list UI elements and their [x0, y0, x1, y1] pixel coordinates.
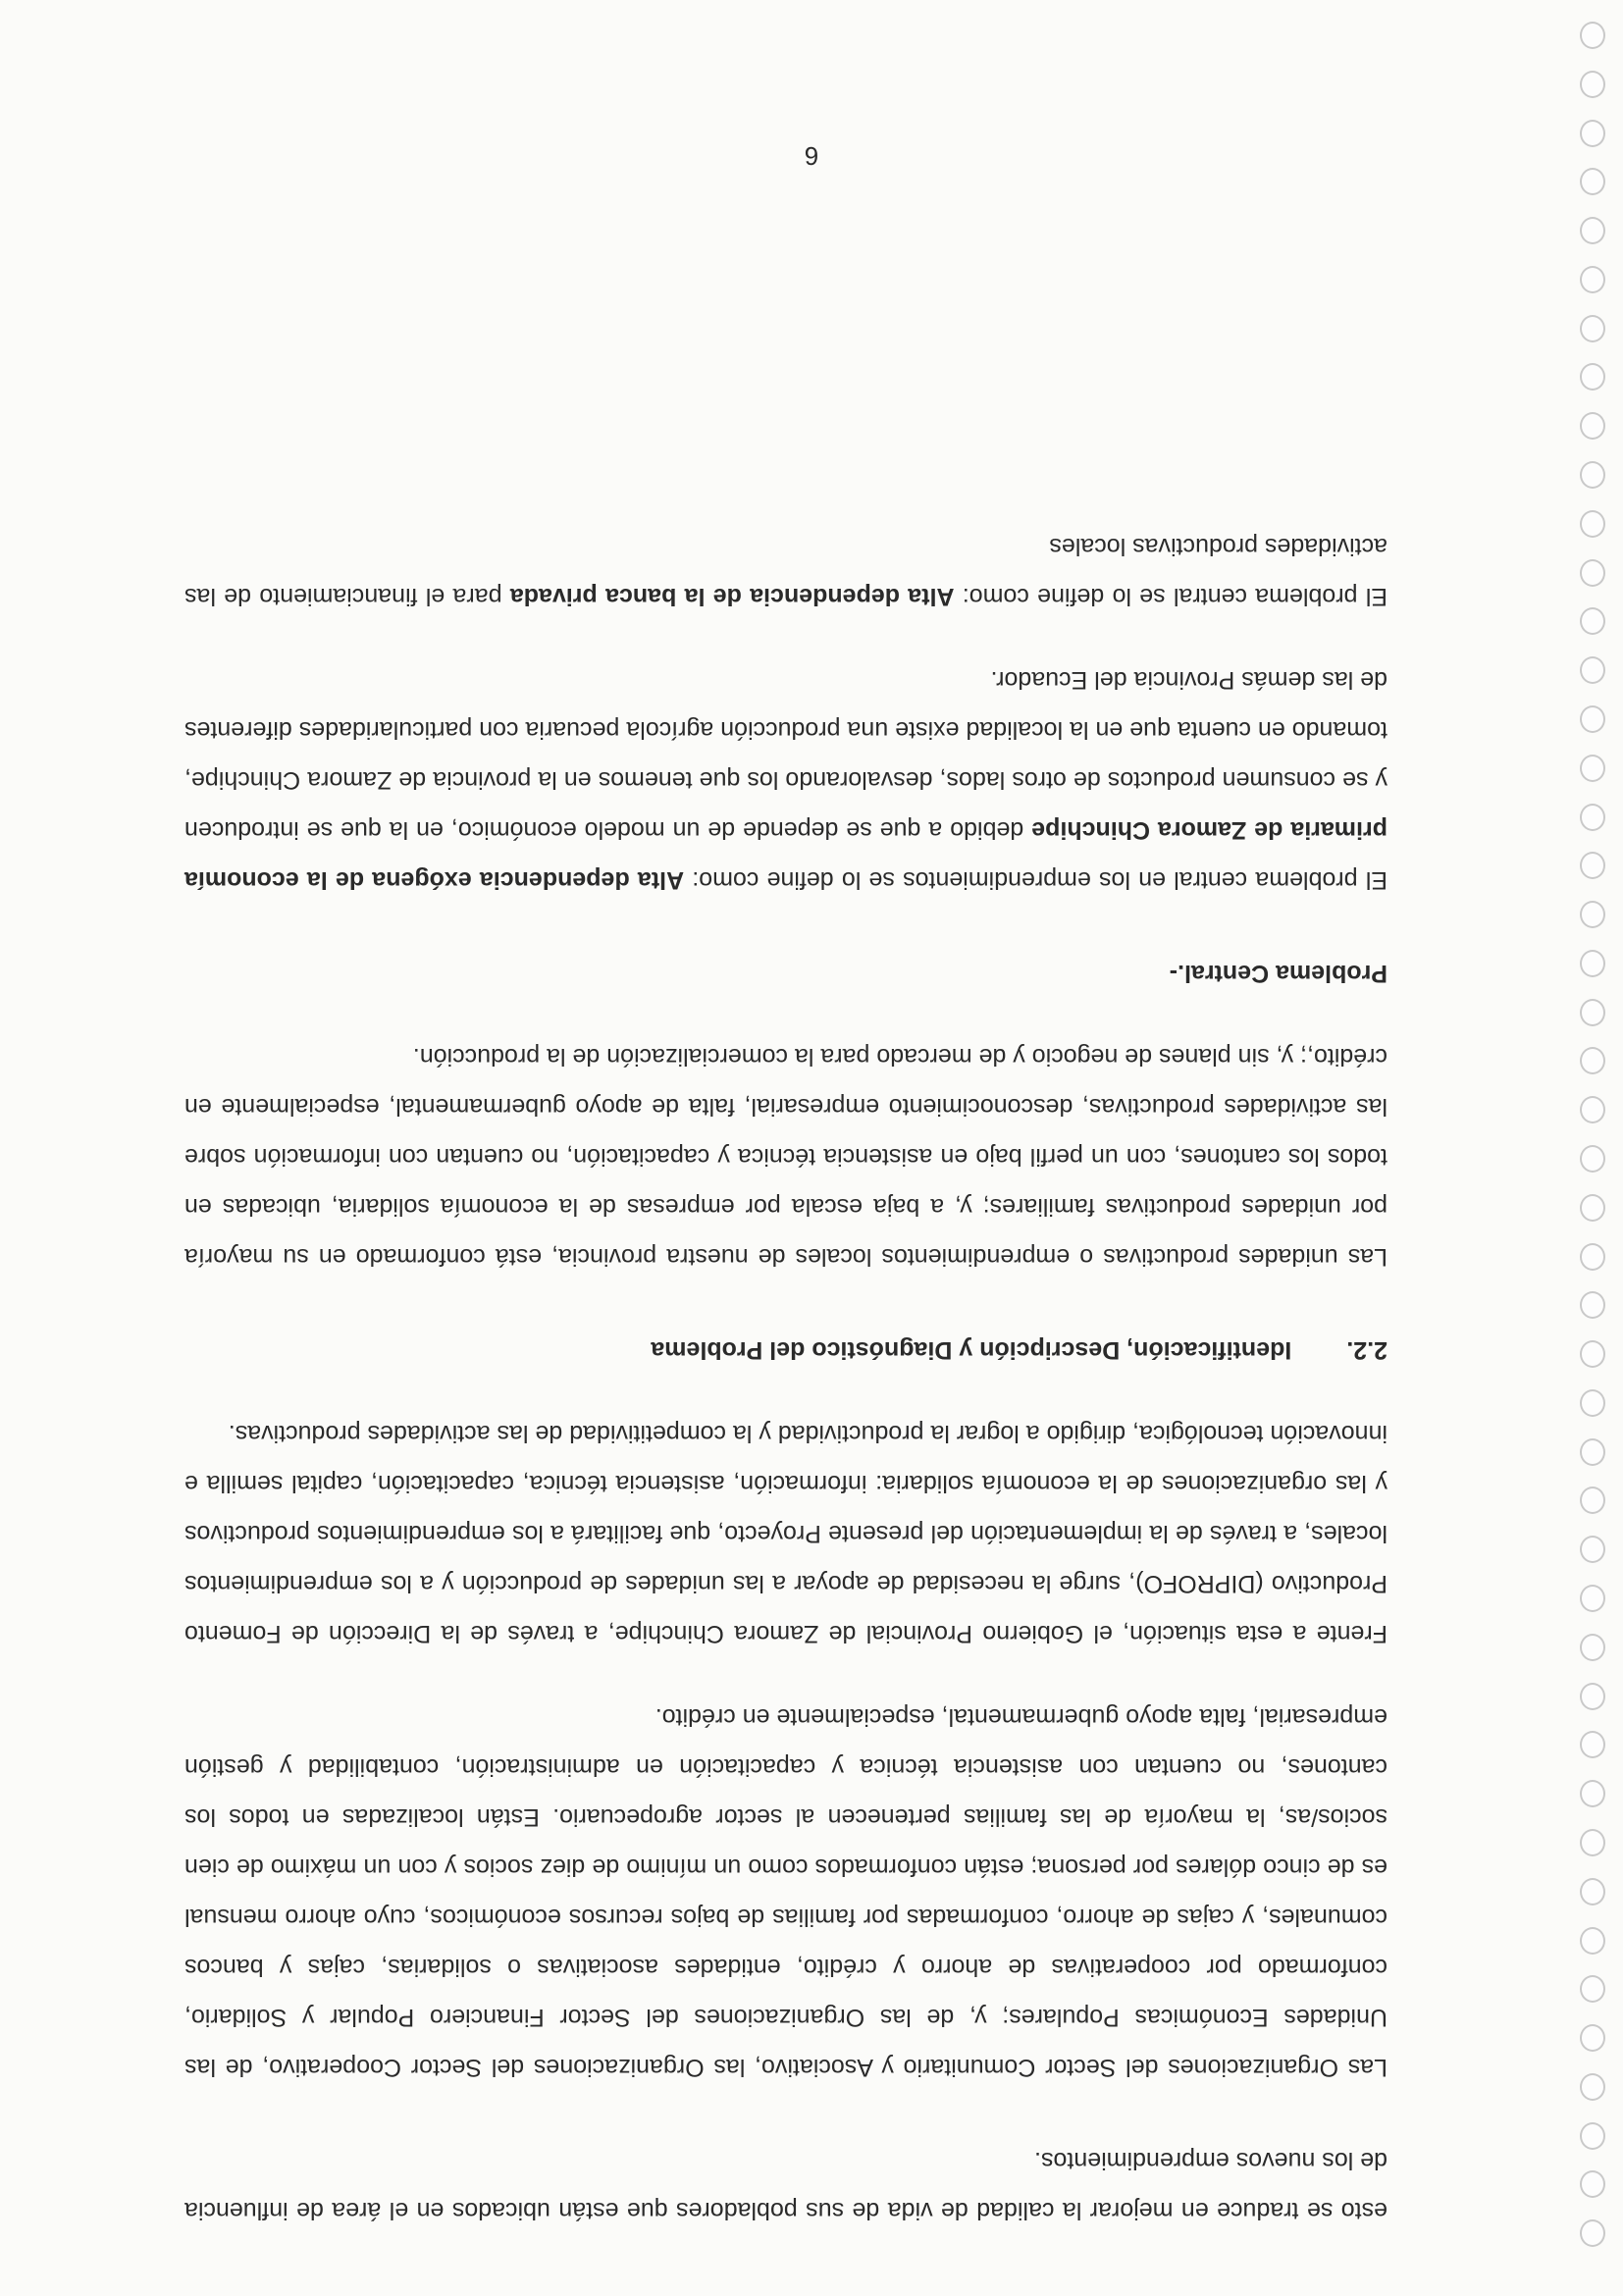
- problema-1-rest: debido a que se depende de un modelo económico, en la que se introducen y se consumen productos de otros lados, desvalorando los que tenemos en la provincia de Zamora Chinchipe, tomando en cuenta que en la localidad existe una producción agrícola pecuaria con particularidades diferentes de las demás Provincia del Ecuador.: [184, 666, 1387, 844]
- section-title: Identificación, Descripción y Diagnóstico del Problema: [651, 1336, 1292, 1364]
- paragraph-organizaciones: Las Organizaciones del Sector Comunitario y Asociativo, las Organizaciones del Sector Cooperativo, de las Unidades Económicas Populares; y, de las Organizaciones del Sector Financiero Popular y Solidario, conformado por cooperativas de ahorro y crédito, entidades asociativas o solidarias, cajas y bancos comunales, y cajas de ahorro, conformadas por familias de bajos recursos económicos, cuyo ahorro mensual es de cinco dólares por persona; están conformados como un mínimo de diez socios y con un máximo de cien socios/as, la mayoría de las familias pertenecen al sector agropecuario. Están localizadas en todos los cantones, no cuentan con asistencia técnica y capacitación en administración, contabilidad y gestión empresarial, falta apoyo gubermamental, especialmente en crédito.: [184, 1703, 1387, 2081]
- problema-2-lead: El problema central se lo define como:: [954, 583, 1387, 610]
- section-heading: [184, 1325, 1387, 1375]
- paragraph-problema-1: [184, 654, 1387, 905]
- intro-fragment: esto se traduce en mejorar la calidad de vida de sus pobladores que están ubicados en el área de influencia de los nuevos emprendimientos.: [184, 2147, 1387, 2224]
- section-number: 2.2.: [1346, 1336, 1387, 1364]
- page-number: 6: [804, 141, 819, 171]
- paragraph-problema-2: [184, 521, 1387, 621]
- problema-1-lead: El problema central en los emprendimientos se lo define como:: [684, 866, 1387, 894]
- paragraph-unidades: Las unidades productivas o emprendimientos locales de nuestra provincia, está conformado en su mayoría por unidades productivas familiares; y, a baja escala por empresas de la economía solidaria, ubicadas en todos los cantones, con un perfil bajo en asistencia técnica y capacitación, no cuentan con información sobre las actividades productivas, desconocimiento empresarial, falta de apoyo gubermamental, especialmente en crédito,; y, sin planes de negocio y de mercado para la comercialización de la producción.: [184, 1043, 1387, 1271]
- problema-1-bold: Alta dependencia exógena de la economía primaria de Zamora Chinchipe: [184, 816, 1387, 894]
- body-text: [184, 488, 1387, 2235]
- problema-2-rest: para el financiamiento de las actividades productivas locales: [183, 533, 1387, 610]
- problema-2-bold: Alta dependencia de la banca privada: [509, 583, 955, 610]
- paragraph-frente: Frente a esta situación, el Gobierno Provincial de Zamora Chinchipe, a través de la Dirección de Fomento Productivo (DIPROFO), surge la necesidad de apoyar a las unidades de producción y a los emprendimientos locales, a través de la implementación del presente Proyecto, que facilitará a los emprendimientos productivos y las organizaciones de la economía solidaria: información, asistencia técnica, capacitación, capital semilla e innovación tecnológica, dirigido a lograr la productividad y la competitividad de las actividades productivas.: [184, 1420, 1387, 1647]
- subtitle-problema-central: Problema Central.-: [1169, 960, 1387, 987]
